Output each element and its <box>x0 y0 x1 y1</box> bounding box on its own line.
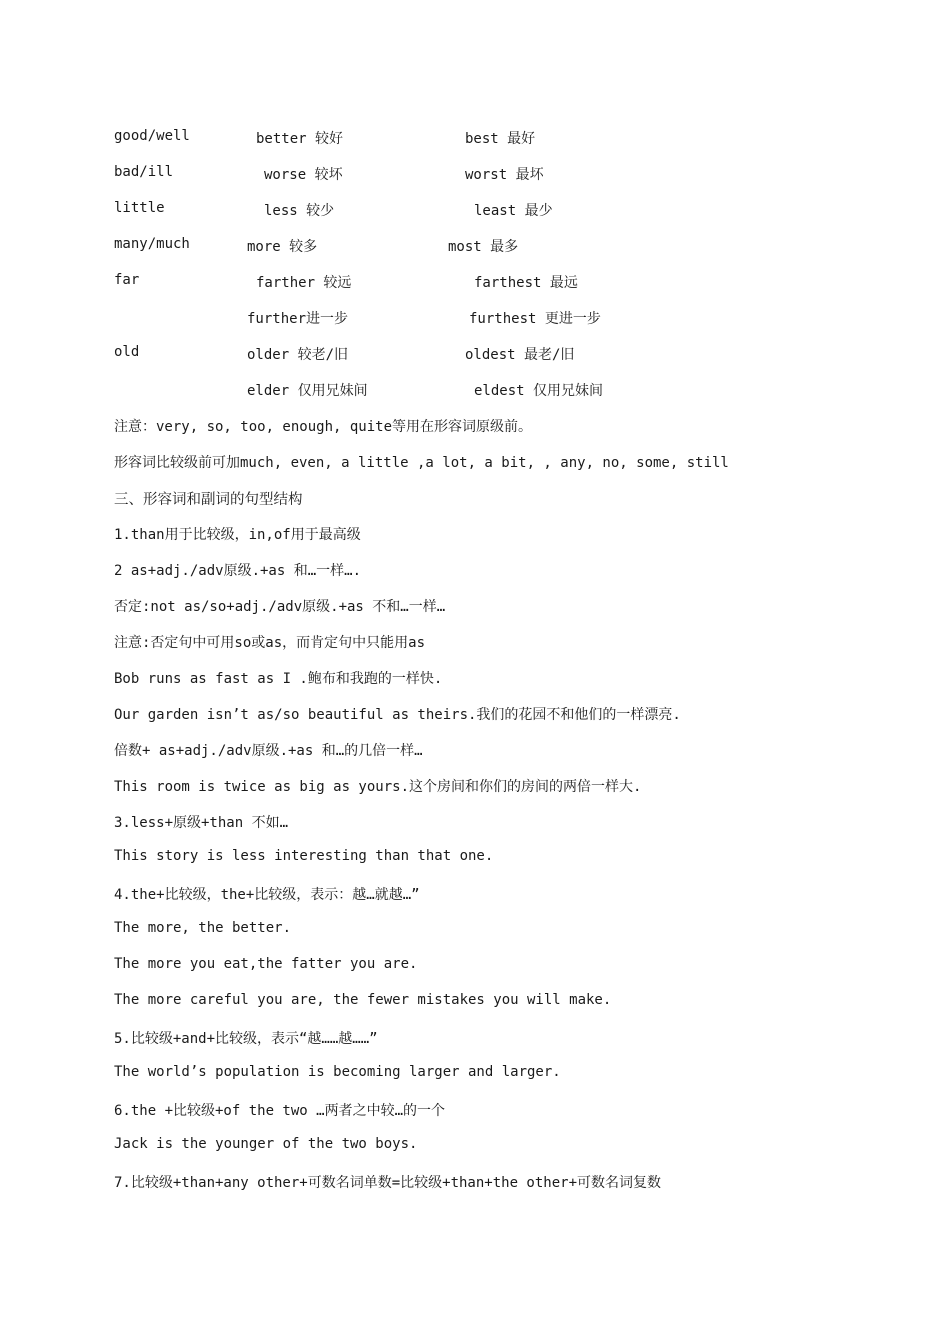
example-line: Bob runs as fast as I .鲍布和我跑的一样快. <box>114 671 443 687</box>
table-row <box>0 200 950 224</box>
comparative-form: less 较少 <box>264 203 335 219</box>
table-row <box>0 308 950 332</box>
example-line: The more careful you are, the fewer mistakes you will make. <box>114 992 612 1008</box>
rule-line: 1.than用于比较级，in,of用于最高级 <box>114 527 361 543</box>
comparative-form: better 较好 <box>256 131 344 147</box>
example-line: The more, the better. <box>114 920 292 936</box>
rule-line: 2 as+adj./adv原级.+as 和…一样…. <box>114 563 362 579</box>
table-row <box>0 236 950 260</box>
rule-line: 6.the +比较级+of the two …两者之中较…的一个 <box>114 1103 446 1119</box>
note-line: 形容词比较级前可加much, even, a little ,a lot, a bit, , any, no, some, still <box>114 455 729 471</box>
table-row <box>0 380 950 404</box>
rule-line: 倍数+ as+adj./adv原级.+as 和…的几倍一样… <box>114 743 423 759</box>
example-line: This room is twice as big as yours.这个房间和你们的房间的两倍一样大. <box>114 779 642 795</box>
comparative-form: older 较老/旧 <box>247 347 349 363</box>
note-line: 注意：very, so, too, enough, quite等用在形容词原级前。 <box>114 419 533 435</box>
section-heading: 三、形容词和副词的句型结构 <box>114 492 303 508</box>
table-row <box>0 272 950 296</box>
comparative-form: farther 较远 <box>256 275 352 291</box>
table-row <box>0 164 950 188</box>
base-form: old <box>114 344 140 360</box>
superlative-form: eldest 仅用兄妹间 <box>474 383 604 399</box>
rule-line: 3.less+原级+than 不如… <box>114 815 289 831</box>
comparative-form: elder 仅用兄妹间 <box>247 383 368 399</box>
base-form: good/well <box>114 128 190 144</box>
base-form: far <box>114 272 140 288</box>
rule-line: 7.比较级+than+any other+可数名词单数=比较级+than+the other+可数名词复数 <box>114 1175 662 1191</box>
example-line: Our garden isn’t as/so beautiful as theirs.我们的花园不和他们的一样漂亮. <box>114 707 681 723</box>
table-row <box>0 344 950 368</box>
example-line: The world’s population is becoming larger and larger. <box>114 1064 561 1080</box>
rule-line: 5.比较级+and+比较级，表示“越……越……” <box>114 1031 378 1047</box>
comparative-form: worse 较坏 <box>264 167 343 183</box>
rule-line: 否定:not as/so+adj./adv原级.+as 不和…一样… <box>114 599 446 615</box>
base-form: many/much <box>114 236 190 252</box>
comparative-form: further进一步 <box>247 311 349 327</box>
superlative-form: furthest 更进一步 <box>469 311 601 327</box>
table-row <box>0 128 950 152</box>
example-line: The more you eat,the fatter you are. <box>114 956 418 972</box>
example-line: Jack is the younger of the two boys. <box>114 1136 418 1152</box>
note-line: 注意:否定句中可用so或as，而肯定句中只能用as <box>114 635 425 651</box>
base-form: little <box>114 200 165 216</box>
superlative-form: most 最多 <box>448 239 519 255</box>
rule-line: 4.the+比较级，the+比较级，表示：越…就越…” <box>114 887 420 903</box>
superlative-form: best 最好 <box>465 131 536 147</box>
base-form: bad/ill <box>114 164 174 180</box>
comparative-form: more 较多 <box>247 239 318 255</box>
superlative-form: oldest 最老/旧 <box>465 347 575 363</box>
example-line: This story is less interesting than that one. <box>114 848 494 864</box>
superlative-form: worst 最坏 <box>465 167 544 183</box>
superlative-form: least 最少 <box>474 203 553 219</box>
superlative-form: farthest 最远 <box>474 275 578 291</box>
